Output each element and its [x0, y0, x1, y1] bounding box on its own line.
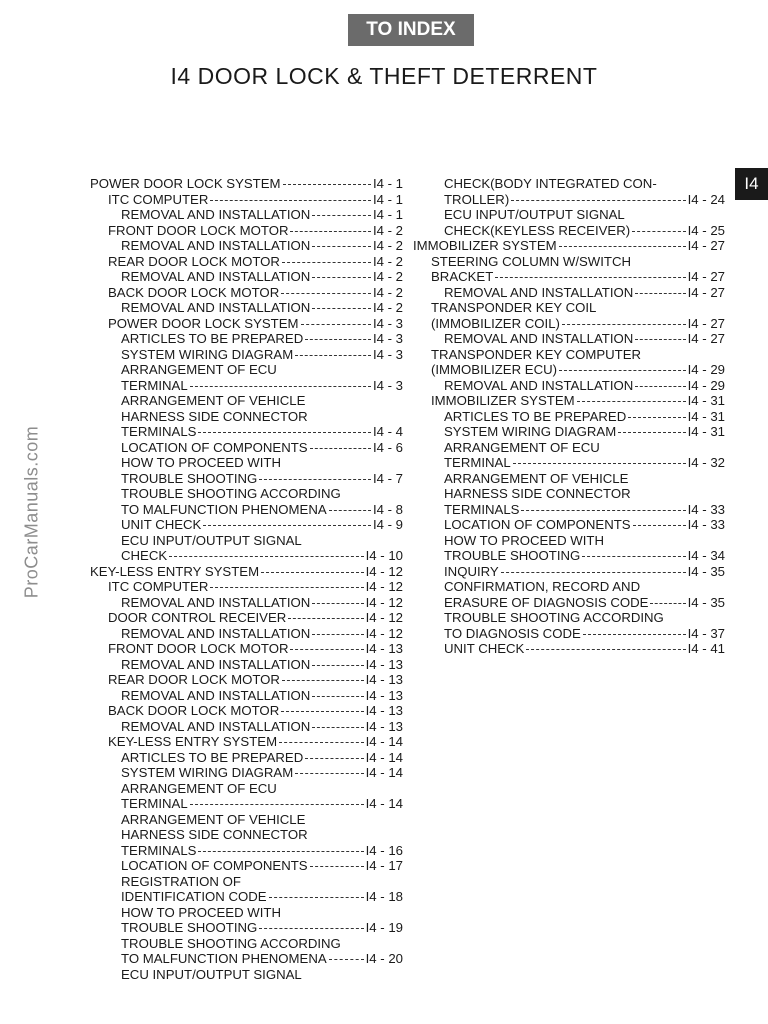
toc-entry[interactable]	[413, 548, 725, 564]
toc-entry-title: REMOVAL AND INSTALLATION	[121, 269, 311, 284]
toc-entry	[413, 207, 725, 223]
toc-entry[interactable]	[90, 641, 403, 657]
toc-entry-title: CHECK(KEYLESS RECEIVER)	[444, 222, 631, 238]
toc-leader-dashes	[312, 665, 363, 666]
toc-entry[interactable]	[90, 316, 403, 332]
toc-entry-page: I4 - 14	[365, 796, 403, 811]
toc-entry[interactable]	[90, 207, 403, 223]
toc-entry[interactable]	[90, 238, 403, 254]
toc-entry-page: I4 - 12	[365, 625, 403, 641]
to-index-button[interactable]: TO INDEX	[348, 14, 474, 46]
toc-entry-page: I4 - 2	[372, 300, 403, 315]
toc-entry	[413, 347, 725, 363]
toc-entry	[413, 254, 725, 270]
toc-leader-dashes	[169, 556, 363, 557]
toc-entry[interactable]	[90, 858, 403, 874]
toc-leader-dashes	[282, 262, 371, 263]
toc-entry[interactable]	[413, 626, 725, 642]
toc-entry-title: FRONT DOOR LOCK MOTOR	[108, 641, 289, 656]
toc-entry-page: I4 - 6	[372, 439, 403, 455]
toc-leader-dashes	[312, 246, 371, 247]
toc-entry[interactable]	[90, 269, 403, 285]
toc-entry	[90, 812, 403, 828]
toc-entry-page: I4 - 18	[365, 889, 403, 904]
toc-entry-page: I4 - 2	[372, 253, 403, 269]
watermark-text: ProCarManuals.com	[21, 425, 42, 599]
toc-entry-title: BACK DOOR LOCK MOTOR	[108, 703, 280, 718]
toc-entry-title: REMOVAL AND INSTALLATION	[121, 594, 311, 610]
toc-leader-dashes	[635, 339, 685, 340]
toc-entry-page: I4 - 34	[687, 548, 725, 563]
toc-entry-page: I4 - 8	[372, 501, 403, 517]
toc-leader-dashes	[259, 479, 371, 480]
toc-leader-dashes	[190, 386, 371, 387]
toc-leader-dashes	[329, 959, 364, 960]
toc-entry-title: REMOVAL AND INSTALLATION	[121, 656, 311, 672]
toc-entry-title: HOW TO PROCEED WITH	[444, 532, 604, 548]
toc-leader-dashes	[583, 634, 686, 635]
toc-entry	[90, 362, 403, 378]
toc-entry-page: I4 - 13	[365, 687, 403, 703]
toc-leader-dashes	[312, 634, 363, 635]
toc-entry[interactable]	[413, 393, 725, 409]
toc-entry-title: HARNESS SIDE CONNECTOR	[444, 486, 631, 501]
toc-leader-dashes	[521, 510, 685, 511]
toc-entry-title: REMOVAL AND INSTALLATION	[121, 238, 311, 253]
toc-leader-dashes	[650, 603, 685, 604]
toc-entry-title: ARRANGEMENT OF VEHICLE	[444, 470, 629, 486]
toc-leader-dashes	[305, 758, 363, 759]
toc-entry[interactable]	[90, 626, 403, 642]
toc-entry-title: TROUBLE SHOOTING	[121, 470, 258, 486]
toc-entry-page: I4 - 31	[687, 408, 725, 424]
toc-entry-title: INQUIRY	[444, 563, 499, 579]
toc-entry-title: ECU INPUT/OUTPUT SIGNAL	[444, 207, 625, 222]
toc-entry-page: I4 - 3	[372, 377, 403, 393]
toc-entry-page: I4 - 27	[687, 269, 725, 284]
toc-entry-title: HOW TO PROCEED WITH	[121, 904, 281, 920]
toc-entry-title: TO DIAGNOSIS CODE	[444, 625, 581, 641]
toc-entry-page: I4 - 33	[687, 517, 725, 532]
toc-entry-title: STEERING COLUMN W/SWITCH	[431, 253, 632, 269]
toc-entry[interactable]	[90, 300, 403, 316]
toc-entry-title: IMMOBILIZER SYSTEM	[431, 393, 575, 408]
toc-leader-dashes	[511, 200, 685, 201]
toc-entry-title: TERMINAL	[121, 377, 188, 393]
toc-entry-page: I4 - 3	[372, 346, 403, 362]
toc-entry-title: LOCATION OF COMPONENTS	[121, 858, 308, 873]
toc-entry-title: TROUBLE SHOOTING ACCORDING	[121, 486, 341, 501]
toc-entry-title: ECU INPUT/OUTPUT SIGNAL	[121, 966, 302, 982]
toc-leader-dashes	[198, 432, 370, 433]
toc-leader-dashes	[559, 246, 686, 247]
toc-leader-dashes	[281, 711, 363, 712]
toc-entry[interactable]	[413, 517, 725, 533]
toc-entry-page: I4 - 31	[687, 424, 725, 439]
toc-entry-page: I4 - 2	[372, 284, 403, 300]
toc-leader-dashes	[582, 556, 685, 557]
toc-entry[interactable]	[413, 316, 725, 332]
toc-entry[interactable]	[90, 440, 403, 456]
toc-leader-dashes	[198, 851, 363, 852]
toc-leader-dashes	[513, 463, 686, 464]
toc-entry[interactable]	[90, 657, 403, 673]
toc-entry[interactable]	[413, 595, 725, 611]
toc-entry	[413, 610, 725, 626]
toc-leader-dashes	[310, 866, 364, 867]
toc-entry-page: I4 - 3	[372, 331, 403, 346]
toc-entry[interactable]	[90, 889, 403, 905]
toc-leader-dashes	[210, 587, 363, 588]
toc-entry-title: ARRANGEMENT OF ECU	[121, 362, 277, 377]
toc-entry-title: ECU INPUT/OUTPUT SIGNAL	[121, 532, 302, 548]
toc-leader-dashes	[295, 355, 371, 356]
toc-leader-dashes	[279, 742, 364, 743]
toc-entry-title: LOCATION OF COMPONENTS	[121, 439, 308, 455]
toc-entry-title: BACK DOOR LOCK MOTOR	[108, 284, 280, 300]
toc-entry-title: LOCATION OF COMPONENTS	[444, 517, 631, 532]
toc-entry[interactable]	[90, 564, 403, 580]
toc-leader-dashes	[312, 727, 363, 728]
toc-entry-page: I4 - 27	[687, 238, 725, 253]
toc-entry-page: I4 - 33	[687, 501, 725, 517]
toc-entry-page: I4 - 14	[365, 734, 403, 749]
toc-entry-title: TERMINAL	[444, 455, 511, 470]
toc-entry-title: POWER DOOR LOCK SYSTEM	[108, 315, 299, 331]
toc-entry-title: ARRANGEMENT OF VEHICLE	[121, 811, 306, 827]
toc-leader-dashes	[290, 231, 370, 232]
toc-entry-title: ARRANGEMENT OF ECU	[444, 439, 600, 455]
toc-entry[interactable]	[413, 424, 725, 440]
toc-entry-page: I4 - 19	[365, 920, 403, 935]
toc-leader-dashes	[203, 525, 371, 526]
toc-entry[interactable]	[413, 502, 725, 518]
toc-entry-title: HARNESS SIDE CONNECTOR	[121, 408, 308, 424]
toc-entry-title: TERMINALS	[121, 842, 197, 858]
toc-entry-title: REMOVAL AND INSTALLATION	[121, 300, 311, 315]
toc-entry[interactable]	[90, 424, 403, 440]
toc-entry-title: UNIT CHECK	[444, 641, 525, 656]
toc-entry[interactable]	[413, 269, 725, 285]
toc-entry-title: IDENTIFICATION CODE	[121, 889, 267, 904]
toc-entry-page: I4 - 24	[687, 191, 725, 207]
toc-entry-page: I4 - 2	[372, 222, 403, 238]
toc-leader-dashes	[635, 386, 685, 387]
toc-entry-title: ERASURE OF DIAGNOSIS CODE	[444, 594, 649, 610]
toc-entry[interactable]	[90, 920, 403, 936]
toc-leader-dashes	[559, 370, 686, 371]
toc-entry-page: I4 - 12	[365, 594, 403, 610]
toc-entry[interactable]	[90, 796, 403, 812]
toc-leader-dashes	[577, 401, 686, 402]
toc-entry	[90, 533, 403, 549]
toc-entry[interactable]	[413, 455, 725, 471]
toc-entry[interactable]	[413, 223, 725, 239]
toc-entry-page: I4 - 17	[365, 858, 403, 873]
toc-entry-page: I4 - 14	[365, 765, 403, 780]
toc-entry-title: REGISTRATION OF	[121, 873, 241, 889]
toc-leader-dashes	[210, 200, 371, 201]
toc-leader-dashes	[301, 324, 371, 325]
toc-leader-dashes	[190, 804, 364, 805]
section-tab: I4	[735, 168, 768, 200]
toc-entry[interactable]	[90, 331, 403, 347]
toc-entry	[90, 409, 403, 425]
toc-leader-dashes	[312, 277, 371, 278]
toc-entry[interactable]	[90, 734, 403, 750]
toc-entry-page: I4 - 13	[365, 656, 403, 672]
toc-leader-dashes	[495, 277, 685, 278]
toc-entry-title: (IMMOBILIZER COIL)	[431, 315, 560, 331]
toc-entry-page: I4 - 13	[365, 641, 403, 656]
toc-entry-page: I4 - 29	[687, 362, 725, 377]
toc-leader-dashes	[312, 215, 371, 216]
toc-entry-title: CHECK	[121, 548, 168, 563]
toc-leader-dashes	[310, 448, 371, 449]
toc-entry-title: FRONT DOOR LOCK MOTOR	[108, 222, 289, 238]
toc-entry-title: (IMMOBILIZER ECU)	[431, 362, 558, 377]
toc-entry-title: TROUBLE SHOOTING ACCORDING	[444, 610, 664, 625]
toc-entry-title: HOW TO PROCEED WITH	[121, 455, 281, 470]
toc-entry-page: I4 - 27	[687, 315, 725, 331]
toc-entry[interactable]	[413, 238, 725, 254]
toc-entry-title: CONFIRMATION, RECORD AND	[444, 579, 641, 594]
toc-entry	[90, 936, 403, 952]
toc-leader-dashes	[290, 649, 363, 650]
toc-entry-title: IMMOBILIZER SYSTEM	[413, 238, 557, 253]
toc-entry-page: I4 - 35	[687, 594, 725, 610]
toc-entry-page: I4 - 9	[372, 517, 403, 532]
toc-entry[interactable]	[90, 192, 403, 208]
toc-entry-title: UNIT CHECK	[121, 517, 202, 532]
toc-entry-title: TERMINALS	[444, 501, 520, 517]
toc-leader-dashes	[501, 572, 686, 573]
toc-leader-dashes	[282, 680, 364, 681]
toc-entry-title: ARTICLES TO BE PREPARED	[444, 408, 627, 424]
toc-entry[interactable]	[90, 223, 403, 239]
toc-leader-dashes	[632, 231, 685, 232]
toc-leader-dashes	[305, 339, 371, 340]
toc-entry-page: I4 - 41	[687, 641, 725, 656]
toc-entry[interactable]	[413, 378, 725, 394]
toc-leader-dashes	[283, 184, 371, 185]
toc-entry	[413, 176, 725, 192]
toc-entry-title: ARRANGEMENT OF VEHICLE	[121, 393, 306, 408]
toc-entry-title: TRANSPONDER KEY COMPUTER	[431, 346, 642, 362]
toc-entry-page: I4 - 12	[365, 579, 403, 594]
toc-entry	[90, 486, 403, 502]
toc-entry	[413, 533, 725, 549]
toc-entry-title: REAR DOOR LOCK MOTOR	[108, 253, 280, 269]
toc-entry	[90, 827, 403, 843]
toc-entry	[413, 300, 725, 316]
toc-entry[interactable]	[90, 672, 403, 688]
toc-entry-page: I4 - 13	[365, 718, 403, 734]
toc-entry[interactable]	[413, 331, 725, 347]
toc-entry-title: TERMINALS	[121, 424, 197, 439]
toc-entry[interactable]	[413, 285, 725, 301]
toc-leader-dashes	[633, 525, 686, 526]
toc-entry	[413, 486, 725, 502]
toc-entry[interactable]	[90, 688, 403, 704]
toc-leader-dashes	[312, 696, 363, 697]
toc-entry-page: I4 - 27	[687, 284, 725, 300]
toc-leader-dashes	[261, 572, 364, 573]
toc-entry[interactable]	[413, 641, 725, 657]
toc-entry-page: I4 - 7	[372, 470, 403, 486]
toc-entry-title: ITC COMPUTER	[108, 579, 209, 594]
toc-leader-dashes	[618, 432, 685, 433]
toc-entry-page: I4 - 29	[687, 377, 725, 393]
toc-entry-title: REMOVAL AND INSTALLATION	[121, 718, 311, 734]
toc-entry-page: I4 - 2	[372, 238, 403, 253]
toc-entry-page: I4 - 1	[372, 191, 403, 207]
toc-entry[interactable]	[90, 610, 403, 626]
toc-leader-dashes	[269, 897, 364, 898]
toc-entry-title: ARRANGEMENT OF ECU	[121, 780, 277, 796]
toc-entry-title: TROLLER)	[444, 191, 510, 207]
toc-entry-title: BRACKET	[431, 269, 494, 284]
toc-leader-dashes	[628, 417, 685, 418]
toc-entry-title: HARNESS SIDE CONNECTOR	[121, 827, 308, 842]
toc-entry[interactable]	[90, 347, 403, 363]
toc-entry-title: SYSTEM WIRING DIAGRAM	[444, 424, 617, 439]
toc-entry[interactable]	[90, 254, 403, 270]
toc-entry	[90, 393, 403, 409]
toc-entry	[413, 440, 725, 456]
toc-entry	[90, 455, 403, 471]
toc-entry[interactable]	[90, 502, 403, 518]
toc-entry[interactable]	[413, 192, 725, 208]
toc-entry-page: I4 - 25	[687, 222, 725, 238]
toc-entry[interactable]	[90, 176, 403, 192]
toc-leader-dashes	[635, 293, 685, 294]
toc-entry[interactable]	[90, 579, 403, 595]
toc-entry[interactable]	[90, 517, 403, 533]
toc-entry-title: POWER DOOR LOCK SYSTEM	[90, 176, 281, 191]
toc-entry-title: REMOVAL AND INSTALLATION	[444, 377, 634, 393]
toc-entry-page: I4 - 13	[365, 703, 403, 718]
toc-entry-title: TRANSPONDER KEY COIL	[431, 300, 597, 315]
toc-entry-page: I4 - 1	[372, 176, 403, 191]
toc-entry[interactable]	[90, 285, 403, 301]
toc-leader-dashes	[526, 649, 685, 650]
toc-entry[interactable]	[90, 951, 403, 967]
toc-entry-title: REAR DOOR LOCK MOTOR	[108, 672, 280, 687]
toc-entry-title: TROUBLE SHOOTING	[121, 920, 258, 935]
toc-entry-title: REMOVAL AND INSTALLATION	[444, 284, 634, 300]
toc-entry-title: TROUBLE SHOOTING	[444, 548, 581, 563]
toc-entry-page: I4 - 10	[365, 548, 403, 563]
toc-leader-dashes	[562, 324, 686, 325]
toc-entry-title: ARTICLES TO BE PREPARED	[121, 331, 304, 346]
toc-entry-page: I4 - 16	[365, 842, 403, 858]
toc-entry[interactable]	[90, 719, 403, 735]
toc-entry-title: ARTICLES TO BE PREPARED	[121, 749, 304, 765]
toc-entry-page: I4 - 27	[687, 331, 725, 346]
page-title: I4 DOOR LOCK & THEFT DETERRENT	[170, 63, 598, 89]
toc-entry[interactable]	[413, 362, 725, 378]
toc-entry-title: SYSTEM WIRING DIAGRAM	[121, 765, 294, 780]
toc-entry-title: TO MALFUNCTION PHENOMENA	[121, 501, 327, 517]
toc-leader-dashes	[329, 510, 371, 511]
toc-entry-title: DOOR CONTROL RECEIVER	[108, 610, 287, 625]
toc-entry[interactable]	[90, 843, 403, 859]
toc-entry-title: REMOVAL AND INSTALLATION	[444, 331, 634, 346]
toc-right-column	[413, 176, 725, 657]
toc-entry[interactable]	[90, 765, 403, 781]
toc-entry[interactable]	[413, 409, 725, 425]
toc-entry-title: SYSTEM WIRING DIAGRAM	[121, 346, 294, 362]
toc-entry[interactable]	[90, 471, 403, 487]
toc-entry-title: TO MALFUNCTION PHENOMENA	[121, 951, 327, 966]
toc-entry-page: I4 - 35	[687, 563, 725, 579]
toc-leader-dashes	[295, 773, 363, 774]
toc-leader-dashes	[312, 308, 371, 309]
toc-leader-dashes	[259, 928, 363, 929]
toc-entry-page: I4 - 14	[365, 749, 403, 765]
toc-entry	[90, 967, 403, 983]
toc-entry-page: I4 - 31	[687, 393, 725, 408]
toc-entry	[413, 471, 725, 487]
toc-entry-page: I4 - 20	[365, 951, 403, 966]
toc-entry-title: REMOVAL AND INSTALLATION	[121, 625, 311, 641]
toc-entry-page: I4 - 2	[372, 269, 403, 284]
toc-entry	[413, 579, 725, 595]
toc-entry[interactable]	[90, 750, 403, 766]
toc-leader-dashes	[288, 618, 363, 619]
toc-leader-dashes	[281, 293, 371, 294]
toc-entry-page: I4 - 13	[365, 672, 403, 687]
toc-entry-page: I4 - 12	[365, 610, 403, 625]
toc-entry-title: REMOVAL AND INSTALLATION	[121, 207, 311, 222]
toc-entry[interactable]	[413, 564, 725, 580]
toc-entry-page: I4 - 32	[687, 455, 725, 470]
toc-entry	[90, 874, 403, 890]
toc-entry[interactable]	[90, 378, 403, 394]
toc-entry-title: ITC COMPUTER	[108, 191, 209, 207]
toc-entry-page: I4 - 37	[687, 625, 725, 641]
toc-left-column	[90, 176, 403, 982]
toc-entry-title: CHECK(BODY INTEGRATED CON-	[444, 176, 657, 191]
toc-entry-title: TERMINAL	[121, 796, 188, 811]
toc-entry-page: I4 - 12	[365, 563, 403, 579]
toc-entry-page: I4 - 1	[372, 207, 403, 222]
toc-entry-page: I4 - 3	[372, 315, 403, 331]
toc-entry[interactable]	[90, 595, 403, 611]
toc-entry-title: REMOVAL AND INSTALLATION	[121, 687, 311, 703]
toc-entry-title: KEY-LESS ENTRY SYSTEM	[108, 734, 278, 749]
toc-entry[interactable]	[90, 548, 403, 564]
toc-leader-dashes	[312, 603, 363, 604]
toc-entry	[90, 905, 403, 921]
toc-entry-title: TROUBLE SHOOTING ACCORDING	[121, 935, 341, 951]
toc-entry	[90, 781, 403, 797]
toc-entry-page: I4 - 4	[372, 424, 403, 439]
toc-entry[interactable]	[90, 703, 403, 719]
toc-entry-title: KEY-LESS ENTRY SYSTEM	[90, 563, 260, 579]
